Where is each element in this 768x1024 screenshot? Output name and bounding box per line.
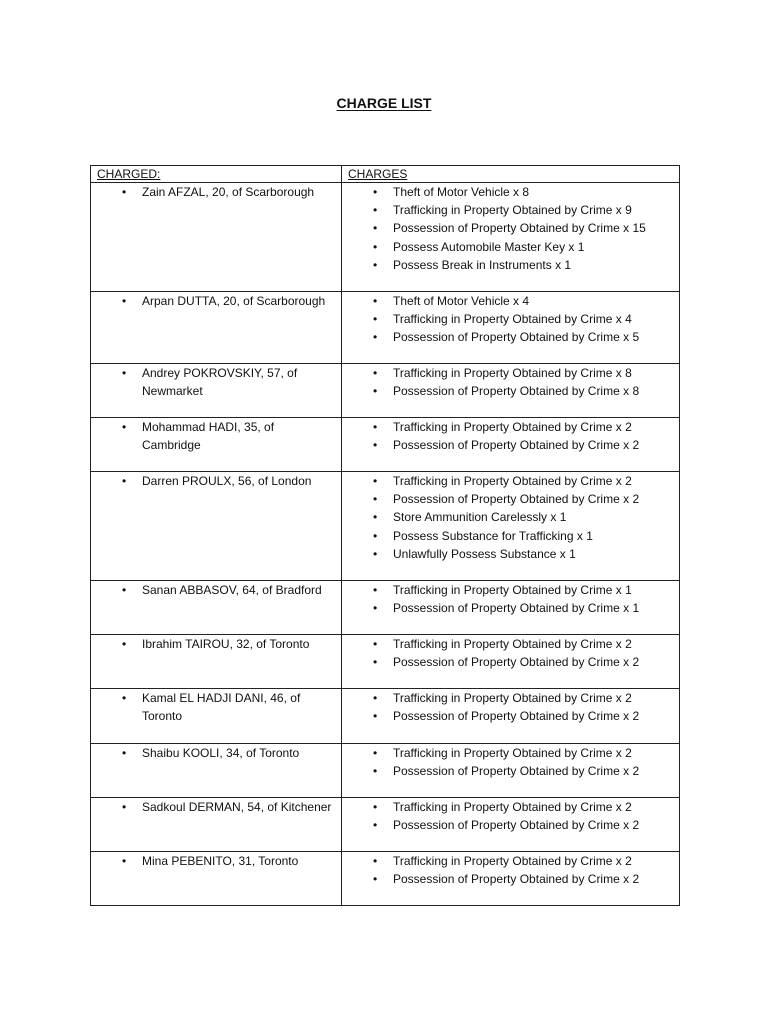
- charge-item: • Possession of Property Obtained by Crime x 2: [348, 436, 673, 454]
- charged-cell: [91, 183, 342, 292]
- charged-person: • Darren PROULX, 56, of London: [97, 472, 335, 490]
- table-row: [91, 852, 680, 906]
- charges-cell: [342, 635, 680, 689]
- charge-item: • Trafficking in Property Obtained by Crime x 2: [348, 418, 673, 436]
- charges-list: [348, 852, 673, 888]
- charged-list: [97, 183, 335, 201]
- charges-cell: [342, 292, 680, 364]
- charges-list: [348, 183, 673, 274]
- charged-cell: [91, 292, 342, 364]
- table-row: [91, 744, 680, 798]
- table-row: [91, 418, 680, 472]
- charges-cell: [342, 472, 680, 581]
- charge-item: • Store Ammunition Carelessly x 1: [348, 508, 673, 526]
- charged-person: • Shaibu KOOLI, 34, of Toronto: [97, 744, 335, 762]
- header-charged: [91, 166, 342, 183]
- charged-cell: [91, 418, 342, 472]
- charged-person: • Sadkoul DERMAN, 54, of Kitchener: [97, 798, 335, 816]
- charge-item: • Possession of Property Obtained by Crime x 1: [348, 599, 673, 617]
- charge-item: • Possession of Property Obtained by Crime x 2: [348, 707, 673, 725]
- charged-cell: [91, 581, 342, 635]
- table-row: [91, 689, 680, 744]
- charged-person: • Kamal EL HADJI DANI, 46, of Toronto: [97, 689, 335, 725]
- table-header-row: [91, 166, 680, 183]
- charged-person: • Zain AFZAL, 20, of Scarborough: [97, 183, 335, 201]
- charges-cell: [342, 183, 680, 292]
- charged-list: [97, 364, 335, 400]
- charged-person: • Mohammad HADI, 35, of Cambridge: [97, 418, 335, 454]
- charges-list: [348, 744, 673, 780]
- charges-list: [348, 364, 673, 400]
- table-row: [91, 581, 680, 635]
- charge-item: • Possession of Property Obtained by Crime x 2: [348, 762, 673, 780]
- charge-item: • Possess Substance for Trafficking x 1: [348, 527, 673, 545]
- charge-item: • Theft of Motor Vehicle x 4: [348, 292, 673, 310]
- table-row: [91, 798, 680, 852]
- charge-item: • Trafficking in Property Obtained by Crime x 8: [348, 364, 673, 382]
- table-row: [91, 472, 680, 581]
- table-row: [91, 292, 680, 364]
- header-charges: [342, 166, 680, 183]
- charges-list: [348, 418, 673, 454]
- charges-cell: [342, 364, 680, 418]
- charge-table: [90, 165, 680, 906]
- charged-list: [97, 852, 335, 870]
- charged-person: • Arpan DUTTA, 20, of Scarborough: [97, 292, 335, 310]
- charged-list: [97, 689, 335, 725]
- charged-list: [97, 418, 335, 454]
- charges-list: [348, 798, 673, 834]
- charged-cell: [91, 744, 342, 798]
- charge-item: • Trafficking in Property Obtained by Crime x 2: [348, 472, 673, 490]
- charged-person: • Ibrahim TAIROU, 32, of Toronto: [97, 635, 335, 653]
- charge-item: • Trafficking in Property Obtained by Crime x 2: [348, 635, 673, 653]
- charges-cell: [342, 418, 680, 472]
- charged-cell: [91, 852, 342, 906]
- charged-cell: [91, 364, 342, 418]
- charge-item: • Possession of Property Obtained by Crime x 2: [348, 816, 673, 834]
- charge-item: • Trafficking in Property Obtained by Crime x 9: [348, 201, 673, 219]
- charged-person: • Sanan ABBASOV, 64, of Bradford: [97, 581, 335, 599]
- charge-item: • Trafficking in Property Obtained by Crime x 1: [348, 581, 673, 599]
- charge-item: • Possession of Property Obtained by Crime x 15: [348, 219, 673, 237]
- charges-cell: [342, 798, 680, 852]
- charges-cell: [342, 689, 680, 744]
- charged-cell: [91, 635, 342, 689]
- table-row: [91, 635, 680, 689]
- charge-item: • Unlawfully Possess Substance x 1: [348, 545, 673, 563]
- charged-person: • Andrey POKROVSKIY, 57, of Newmarket: [97, 364, 335, 400]
- charge-item: • Trafficking in Property Obtained by Crime x 2: [348, 798, 673, 816]
- charge-item: • Trafficking in Property Obtained by Crime x 2: [348, 744, 673, 762]
- table-row: [91, 364, 680, 418]
- charges-list: [348, 292, 673, 347]
- table-row: [91, 183, 680, 292]
- charged-list: [97, 292, 335, 310]
- charge-item: • Possession of Property Obtained by Crime x 5: [348, 328, 673, 346]
- charged-cell: [91, 472, 342, 581]
- document-title-text: CHARGE LIST: [336, 95, 432, 111]
- document-title: [0, 94, 768, 112]
- charged-list: [97, 744, 335, 762]
- charge-item: • Trafficking in Property Obtained by Crime x 4: [348, 310, 673, 328]
- charge-item: • Possession of Property Obtained by Crime x 2: [348, 490, 673, 508]
- charges-cell: [342, 852, 680, 906]
- header-charged-text: CHARGED:: [97, 167, 161, 181]
- charge-item: • Possess Automobile Master Key x 1: [348, 238, 673, 256]
- header-charges-text: CHARGES: [348, 167, 408, 181]
- charges-cell: [342, 744, 680, 798]
- charges-list: [348, 472, 673, 563]
- charges-list: [348, 581, 673, 617]
- charged-list: [97, 798, 335, 816]
- charged-cell: [91, 798, 342, 852]
- charge-item: • Theft of Motor Vehicle x 8: [348, 183, 673, 201]
- charged-list: [97, 472, 335, 490]
- charge-item: • Possession of Property Obtained by Crime x 2: [348, 653, 673, 671]
- charges-list: [348, 689, 673, 725]
- charge-item: • Possession of Property Obtained by Crime x 2: [348, 870, 673, 888]
- table-body: [91, 183, 680, 906]
- charge-item: • Possession of Property Obtained by Crime x 8: [348, 382, 673, 400]
- charges-cell: [342, 581, 680, 635]
- charged-person: • Mina PEBENITO, 31, Toronto: [97, 852, 335, 870]
- charge-item: • Trafficking in Property Obtained by Crime x 2: [348, 852, 673, 870]
- charge-item: • Trafficking in Property Obtained by Crime x 2: [348, 689, 673, 707]
- charged-list: [97, 635, 335, 653]
- charge-item: • Possess Break in Instruments x 1: [348, 256, 673, 274]
- charges-list: [348, 635, 673, 671]
- charged-cell: [91, 689, 342, 744]
- charged-list: [97, 581, 335, 599]
